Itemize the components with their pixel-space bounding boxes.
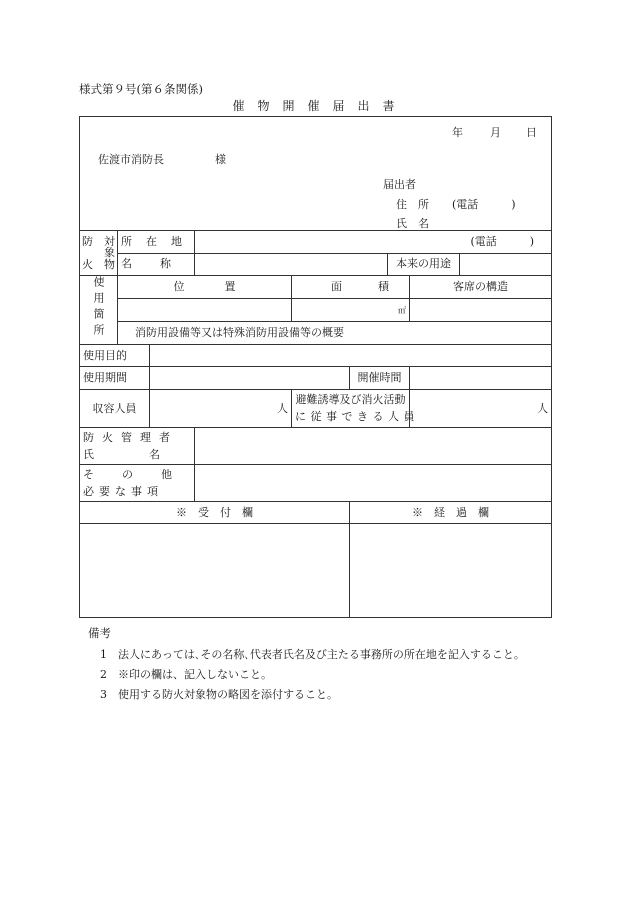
- progress-column-body: [350, 524, 552, 618]
- note-item-3: 3 使用する防火対象物の略図を添付すること。: [100, 688, 338, 701]
- notes-title: 備考: [88, 626, 111, 640]
- reception-column-header: ※ 受 付 欄: [80, 502, 350, 524]
- object-name-label: 名称: [118, 254, 195, 276]
- date-month-label: 月: [490, 126, 501, 139]
- note-item-2: 2 ※印の欄は、記入しないこと。: [100, 668, 272, 681]
- original-purpose-field[interactable]: [460, 254, 552, 276]
- applicant-address-label: 住 所: [396, 198, 429, 211]
- event-hours-label: 開催時間: [350, 367, 410, 390]
- addressee-honorific: 様: [215, 153, 226, 166]
- date-year-label: 年: [452, 126, 463, 139]
- reception-column-body: [80, 524, 350, 618]
- fire-object-group-label: 防 対 象 火 物: [80, 231, 118, 276]
- fire-manager-field[interactable]: [195, 428, 552, 465]
- progress-column-header: ※ 経 過 欄: [350, 502, 552, 524]
- seating-structure-field[interactable]: [410, 299, 552, 322]
- fire-manager-label: 防火管理者 氏名: [80, 428, 195, 465]
- other-items-label: その他 必要な事項: [80, 465, 195, 502]
- evacuation-staff-field[interactable]: 人: [410, 390, 552, 428]
- capacity-field[interactable]: 人: [150, 390, 292, 428]
- usage-purpose-label: 使用目的: [80, 345, 150, 367]
- position-label: 位置: [118, 276, 292, 299]
- seating-structure-label: 客席の構造: [410, 276, 552, 299]
- fire-equipment-overview[interactable]: 消防用設備等又は特殊消防用設備等の概要: [118, 322, 552, 345]
- evacuation-staff-label: 避難誘導及び消火活動 に従事できる人員: [292, 390, 410, 428]
- area-field[interactable]: ㎡: [292, 299, 410, 322]
- usage-period-label: 使用期間: [80, 367, 150, 390]
- object-name-field[interactable]: [195, 254, 388, 276]
- original-purpose-label: 本来の用途: [388, 254, 460, 276]
- note-item-1: 1 法人にあっては､その名称､代表者氏名及び主たる事務所の所在地を記入すること｡: [100, 648, 520, 661]
- applicant-name-label: 氏 名: [396, 217, 429, 230]
- event-hours-field[interactable]: [410, 367, 552, 390]
- document-title: 催物開催届出書: [232, 99, 408, 113]
- position-field[interactable]: [118, 299, 292, 322]
- applicant-phone-label: (電話 ): [452, 198, 516, 211]
- capacity-label: 収容人員: [80, 390, 150, 428]
- date-day-label: 日: [526, 126, 537, 139]
- applicant-label: 届出者: [383, 178, 416, 191]
- notification-form: [79, 116, 552, 618]
- header-box: [80, 117, 552, 231]
- other-items-field[interactable]: [195, 465, 552, 502]
- usage-place-group-label: 使用箇所: [80, 276, 118, 345]
- location-field[interactable]: (電話 ): [195, 231, 552, 254]
- usage-purpose-field[interactable]: [150, 345, 552, 367]
- area-label: 面積: [292, 276, 410, 299]
- addressee-label: 佐渡市消防長: [98, 153, 164, 166]
- location-label: 所在地: [118, 231, 195, 254]
- usage-period-field[interactable]: [150, 367, 350, 390]
- form-number-label: 様式第９号(第６条関係): [79, 82, 203, 96]
